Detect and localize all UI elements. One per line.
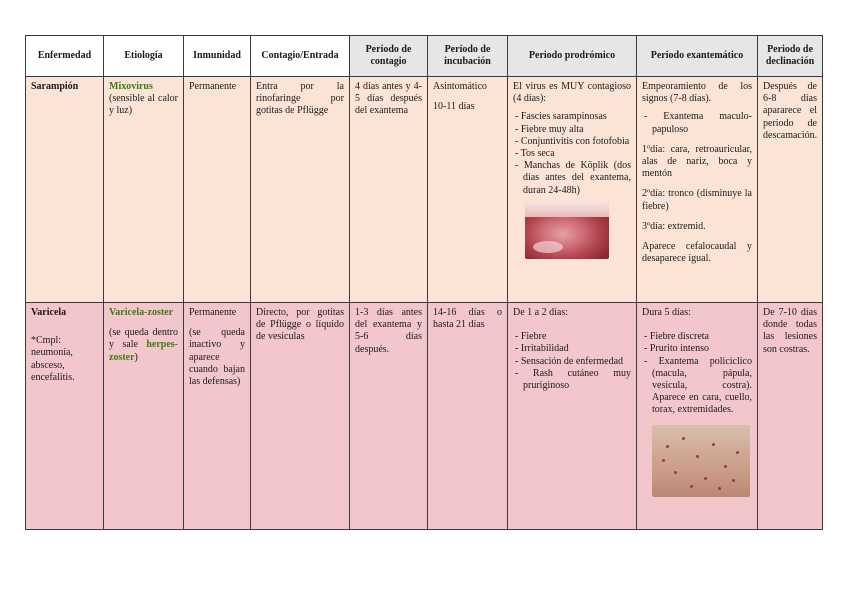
etiology-note: (sensible al calor y luz)	[109, 93, 178, 117]
prodromal-list	[513, 331, 631, 392]
cell-prodromal	[508, 77, 637, 303]
prodromal-list	[513, 111, 631, 196]
cell-prodromal	[508, 303, 637, 530]
list-item: - Manchas de Köplik (dos días antes del exantema, duran 24-48h)	[515, 160, 631, 196]
cell-incubation	[428, 303, 508, 530]
header-row	[26, 36, 823, 77]
complications-note: *Cmpl: neumonía, absceso, encefalitis.	[31, 335, 75, 383]
cell-contagion	[251, 77, 350, 303]
header-inmunidad: Inmunidad	[184, 36, 251, 77]
table-row-sarampion	[26, 77, 823, 303]
decline-text: Después de 6-8 días apararece el periodo de descamación.	[763, 81, 818, 141]
cell-decline	[758, 77, 823, 303]
immunity-text: Permanente	[189, 307, 237, 318]
diseases-table	[25, 35, 823, 530]
header-periodo-declinacion: Periodo de declinación	[758, 36, 823, 77]
incubation-text-1: Asintomático	[433, 81, 487, 92]
header-periodo-prodromico: Periodo prodrómico	[508, 36, 637, 77]
decline-text: De 7-10 días donde todas las lesiones son costras.	[763, 307, 817, 355]
list-item: - Conjuntivitis con fotofobia	[515, 135, 630, 147]
cell-etiology	[104, 77, 184, 303]
cell-exanthem	[637, 303, 758, 530]
header-etiologia: Etiología	[104, 36, 184, 77]
header-enfermedad: Enfermedad	[26, 36, 104, 77]
incubation-text-2: 10-11 días	[433, 101, 475, 113]
etiology-name: Varicela-zoster	[109, 307, 174, 318]
cell-contagion-period	[350, 77, 428, 303]
list-item: - Irritabilidad	[515, 343, 569, 355]
exanthem-list	[642, 331, 752, 416]
cell-incubation	[428, 77, 508, 303]
cell-contagion-period	[350, 303, 428, 530]
exanthem-day1: 1ºdía: cara, retroauricular, alas de nariz, boca y mentón	[642, 143, 752, 180]
list-item: - Prurito intenso	[644, 343, 709, 355]
cell-exanthem	[637, 77, 758, 303]
contagion-period-text: 4 días antes y 4-5 días después del exantema	[355, 81, 422, 117]
immunity-text: Permanente	[189, 81, 237, 92]
header-periodo-exantematico: Periodo exantemático	[637, 36, 758, 77]
header-contagio-entrada: Contagio/Entrada	[251, 36, 350, 77]
varicela-rash-photo	[652, 425, 750, 497]
exanthem-day3: 3ºdía: extremid.	[642, 220, 706, 232]
table-row-varicela	[26, 303, 823, 530]
disease-name: Varicela	[31, 307, 67, 318]
exanthem-intro: Dura 5 días:	[642, 307, 691, 318]
cell-immunity	[184, 303, 251, 530]
cell-decline	[758, 303, 823, 530]
list-item: - Exantema maculo-papuloso	[644, 111, 752, 135]
list-item: - Fascies sarampinosas	[515, 111, 607, 123]
incubation-text: 14-16 días o hasta 21 días	[433, 307, 502, 331]
cell-immunity	[184, 77, 251, 303]
cell-disease	[26, 77, 104, 303]
exanthem-day2: 2ºdía: tronco (disminuye la fiebre)	[642, 188, 752, 212]
exanthem-intro: Empeoramiento de los signos (7-8 días).	[642, 81, 752, 105]
list-item: - Exantema policíclico (macula, pápula, vesicula, costra). Aparece en cara, cuello, torax, extremidades.	[644, 355, 752, 416]
etiology-name: Mixovirus	[109, 81, 153, 92]
contagion-text: Entra por la rinofaringe por gotitas de Pflügge	[256, 81, 344, 117]
list-item: - Fiebre discreta	[644, 331, 709, 343]
list-item: - Fiebre	[515, 331, 547, 343]
list-item: - Tos seca	[515, 147, 555, 159]
prodromal-intro: De 1 a 2 días:	[513, 307, 568, 318]
contagion-text: Directo, por gotitas de Pflügge o líquido de vesículas	[256, 307, 344, 343]
list-item: - Rash cutáneo muy pruriginoso	[515, 367, 631, 391]
immunity-note: (se queda inactivo y aparece cuando bajan las defensas)	[189, 327, 245, 387]
header-periodo-contagio: Periodo de contagio	[350, 36, 428, 77]
contagion-period-text: 1-3 días antes del exantema y 5-6 días después.	[355, 307, 422, 355]
cell-disease	[26, 303, 104, 530]
prodromal-intro: El virus es MUY contagioso (4 días):	[513, 81, 631, 105]
cell-contagion	[251, 303, 350, 530]
cell-etiology	[104, 303, 184, 530]
list-item: - Sensación de enfermedad	[515, 355, 624, 367]
disease-name: Sarampión	[31, 81, 79, 92]
exanthem-list	[642, 111, 752, 135]
etiology-note: (se queda dentro y sale herpes-zoster)	[109, 327, 178, 363]
list-item: - Fiebre muy alta	[515, 123, 584, 135]
koplik-spots-photo	[525, 203, 609, 259]
exanthem-end: Aparece cefalocaudal y desaparece igual.	[642, 240, 752, 265]
header-periodo-incubacion: Periodo de incubación	[428, 36, 508, 77]
